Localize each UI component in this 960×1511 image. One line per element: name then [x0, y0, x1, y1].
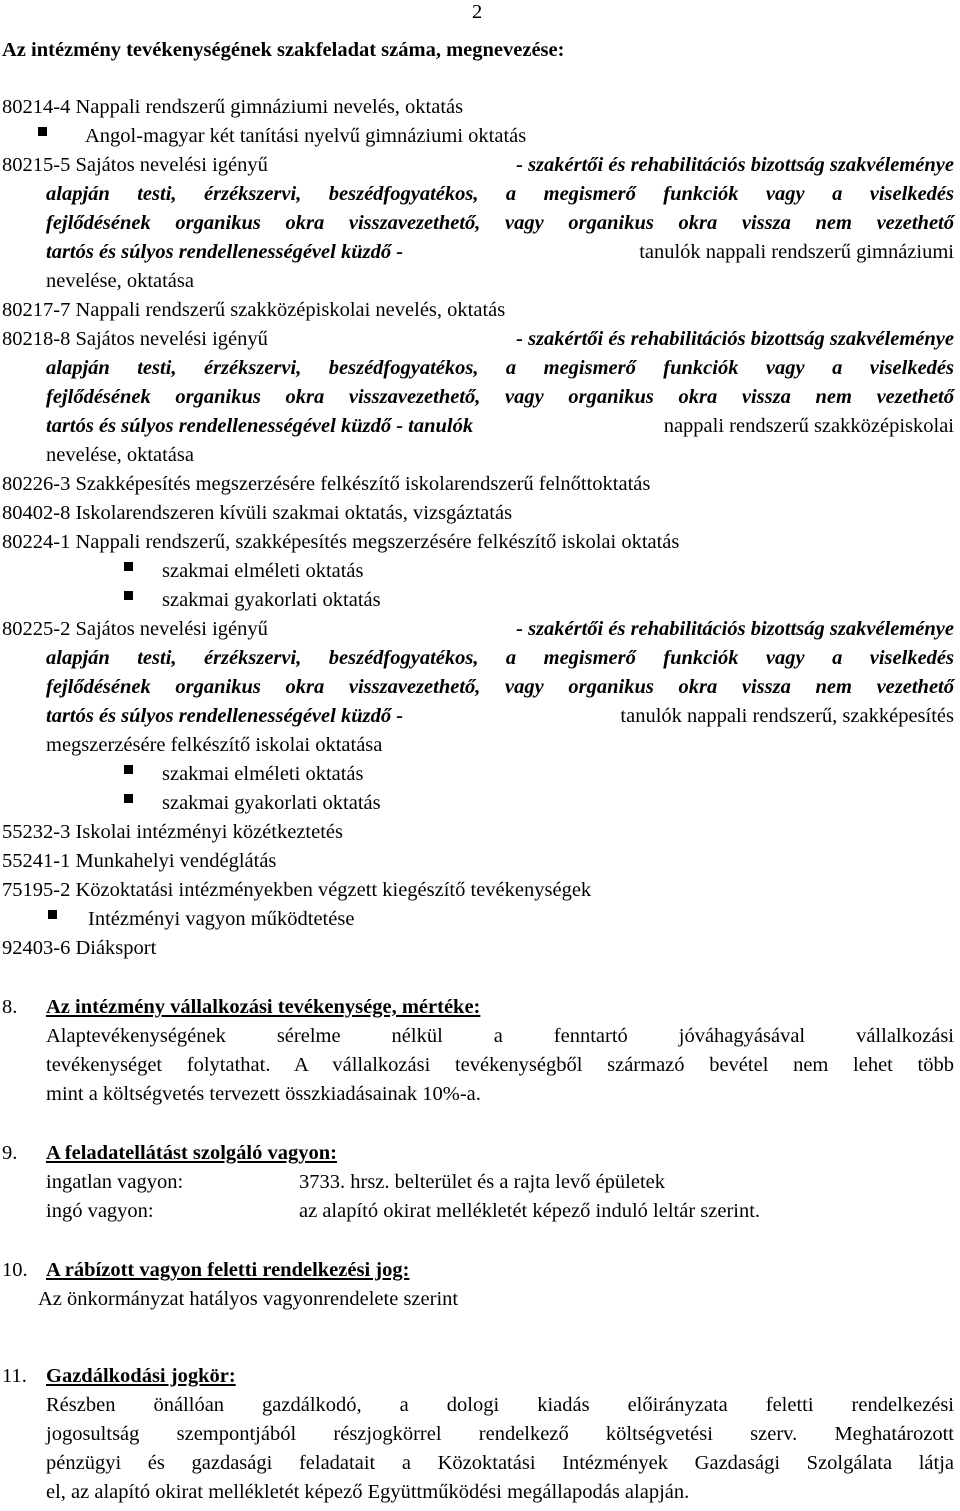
line-80218-italic: - szakértői és rehabilitációs bizottság szakvéleménye [516, 328, 954, 350]
section-8-line-2: tevékenységet folytathat. A vállalkozási tevékenységből származó bevétel nem lehet több [46, 1054, 954, 1076]
section-11-line-3: pénzügyi és gazdasági feladatait a Közoktatási Intézmények Gazdasági Szolgálata látja [46, 1452, 954, 1474]
section-10-number: 10. [2, 1259, 28, 1281]
line-80224: 80224-1 Nappali rendszerű, szakképesítés megszerzésére felkészítő iskolai oktatás [2, 531, 680, 553]
line-80215-4-italic: tartós és súlyos rendellenességével küzdő - [46, 241, 404, 263]
line-80215-4 [46, 238, 954, 267]
line-80225 [2, 615, 954, 644]
bullet-icon [124, 765, 133, 774]
line-80225-4-plain: tanulók nappali rendszerű, szakképesítés [620, 705, 954, 727]
line-75195-vagyon: Intézményi vagyon működtetése [88, 908, 355, 930]
line-80225-elmeleti: szakmai elméleti oktatás [162, 763, 364, 785]
line-angol-magyar: Angol-magyar két tanítási nyelvű gimnáziumi oktatás [85, 125, 527, 147]
line-80218-2: alapján testi, érzékszervi, beszédfogyatékos, a megismerő funkciók vagy a viselkedés [46, 357, 954, 379]
bullet-icon [48, 910, 57, 919]
section-11-line-1: Részben önállóan gazdálkodó, a dologi kiadás előirányzata feletti rendelkezési [46, 1394, 954, 1416]
line-80218-4 [46, 412, 954, 441]
section-10-title: A rábízott vagyon feletti rendelkezési jog: [46, 1259, 410, 1281]
section-11-line-2: jogosultság szempontjából részjogkörrel rendelkező költségvetési szerv. Meghatározott [46, 1423, 954, 1445]
line-80218-code: 80218-8 Sajátos nevelési igényű [2, 328, 268, 350]
section-8-line-1: Alaptevékenységének sérelme nélkül a fenntartó jóváhagyásával vállalkozási [46, 1025, 954, 1047]
line-80225-3: fejlődésének organikus okra visszavezethető, vagy organikus okra vissza nem vezethető [46, 676, 954, 698]
section-8-line-3: mint a költségvetés tervezett összkiadásainak 10%-a. [46, 1083, 481, 1105]
line-80215-3: fejlődésének organikus okra visszavezethető, vagy organikus okra vissza nem vezethető [46, 212, 954, 234]
section-9-label-ingo: ingó vagyon: [46, 1200, 154, 1222]
line-55232: 55232-3 Iskolai intézményi közétkeztetés [2, 821, 343, 843]
line-80217: 80217-7 Nappali rendszerű szakközépiskolai nevelés, oktatás [2, 299, 506, 321]
line-75195: 75195-2 Közoktatási intézményekben végzett kiegészítő tevékenységek [2, 879, 592, 901]
section-11-line-4: el, az alapító okirat mellékletét képező Együttműködési megállapodás alapján. [46, 1481, 690, 1503]
line-80224-gyakorlati: szakmai gyakorlati oktatás [162, 589, 381, 611]
line-80215-2: alapján testi, érzékszervi, beszédfogyatékos, a megismerő funkciók vagy a viselkedés [46, 183, 954, 205]
line-80225-gyakorlati: szakmai gyakorlati oktatás [162, 792, 381, 814]
line-80225-2: alapján testi, érzékszervi, beszédfogyatékos, a megismerő funkciók vagy a viselkedés [46, 647, 954, 669]
line-80218-3: fejlődésének organikus okra visszavezethető, vagy organikus okra vissza nem vezethető [46, 386, 954, 408]
line-92403: 92403-6 Diáksport [2, 937, 157, 959]
section-8-number: 8. [2, 996, 18, 1018]
line-80218-4-plain: nappali rendszerű szakközépiskolai [663, 415, 954, 437]
line-55241: 55241-1 Munkahelyi vendéglátás [2, 850, 277, 872]
line-80215-4-plain: tanulók nappali rendszerű gimnáziumi [639, 241, 954, 263]
section-9-value-ingo: az alapító okirat mellékletét képező induló leltár szerint. [299, 1200, 761, 1222]
line-80225-4-italic: tartós és súlyos rendellenességével küzdő - [46, 705, 404, 727]
line-80225-5: megszerzésére felkészítő iskolai oktatása [46, 734, 383, 756]
section-9-label-ingatlan: ingatlan vagyon: [46, 1171, 184, 1193]
section-11-number: 11. [2, 1365, 27, 1387]
line-80218 [2, 325, 954, 354]
section-8-title: Az intézmény vállalkozási tevékenysége, mértéke: [46, 996, 481, 1018]
bullet-icon [124, 562, 133, 571]
line-80215-5: nevelése, oktatása [46, 270, 194, 292]
line-80215 [2, 151, 954, 180]
page-heading: Az intézmény tevékenységének szakfeladat száma, megnevezése: [2, 39, 565, 61]
line-80226: 80226-3 Szakképesítés megszerzésére felkészítő iskolarendszerű felnőttoktatás [2, 473, 651, 495]
section-10-line-1: Az önkormányzat hatályos vagyonrendelete szerint [38, 1288, 459, 1310]
line-80215-code: 80215-5 Sajátos nevelési igényű [2, 154, 268, 176]
line-80218-5: nevelése, oktatása [46, 444, 194, 466]
bullet-icon [124, 591, 133, 600]
line-80225-4 [46, 702, 954, 731]
line-80214: 80214-4 Nappali rendszerű gimnáziumi nevelés, oktatás [2, 96, 464, 118]
section-9-number: 9. [2, 1142, 18, 1164]
page-number: 2 [472, 1, 483, 23]
bullet-icon [124, 794, 133, 803]
section-9-value-ingatlan: 3733. hrsz. belterület és a rajta levő épületek [299, 1171, 666, 1193]
line-80215-italic: - szakértői és rehabilitációs bizottság szakvéleménye [516, 154, 954, 176]
line-80225-code: 80225-2 Sajátos nevelési igényű [2, 618, 268, 640]
line-80218-4-italic: tartós és súlyos rendellenességével küzdő - tanulók [46, 415, 474, 437]
line-80224-elmeleti: szakmai elméleti oktatás [162, 560, 364, 582]
section-9-title: A feladatellátást szolgáló vagyon: [46, 1142, 337, 1164]
line-80402: 80402-8 Iskolarendszeren kívüli szakmai oktatás, vizsgáztatás [2, 502, 513, 524]
line-80225-italic: - szakértői és rehabilitációs bizottság szakvéleménye [516, 618, 954, 640]
bullet-icon [38, 127, 47, 136]
section-11-title: Gazdálkodási jogkör: [46, 1365, 236, 1387]
